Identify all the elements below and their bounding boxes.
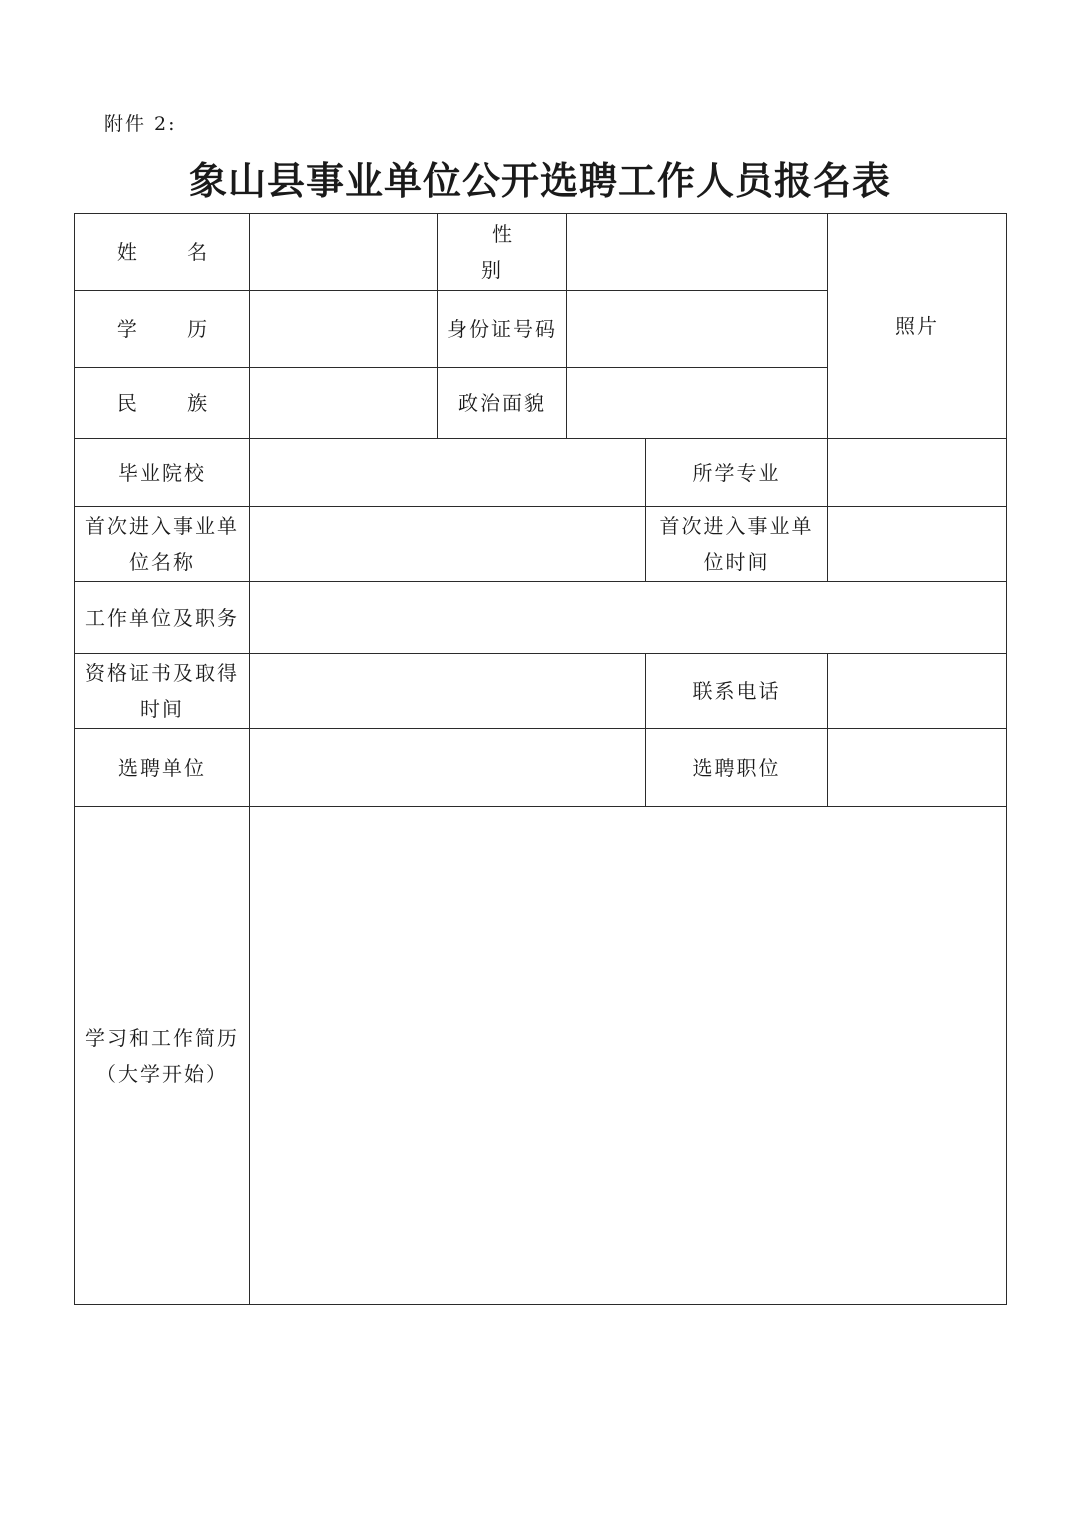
attachment-label: 附件 2:: [104, 113, 177, 135]
form-row: [75, 654, 1007, 729]
education-field[interactable]: [250, 291, 438, 368]
school-label: 毕业院校: [118, 460, 206, 485]
first-unit-time-field[interactable]: [828, 507, 1007, 582]
gender-label-cell: [438, 214, 567, 291]
apply-unit-label: 选聘单位: [118, 755, 206, 780]
photo-label: 照片: [895, 314, 939, 338]
id-number-label-cell: [438, 291, 567, 368]
major-label: 所学专业: [692, 460, 781, 485]
ethnicity-label: 民 族: [116, 391, 230, 415]
apply-unit-field[interactable]: [250, 729, 646, 807]
first-unit-name-field[interactable]: [250, 507, 646, 582]
form-row: [75, 807, 1007, 1305]
name-label: 姓 名: [116, 240, 230, 264]
political-status-label: 政治面貌: [458, 391, 546, 415]
form-row: [75, 729, 1007, 807]
current-unit-label-cell: [75, 582, 250, 654]
registration-form-table: [74, 213, 1007, 1305]
photo-cell[interactable]: [828, 214, 1007, 439]
phone-label-cell: [646, 654, 828, 729]
school-label-cell: [75, 439, 250, 507]
apply-position-label-cell: [646, 729, 828, 807]
name-label-cell: [75, 214, 250, 291]
first-unit-name-label: 首次进入事业单位名称: [85, 514, 239, 574]
major-label-cell: [646, 439, 828, 507]
current-unit-label: 工作单位及职务: [85, 605, 239, 630]
certificate-label-cell: [75, 654, 250, 729]
phone-label: 联系电话: [692, 679, 781, 703]
gender-field[interactable]: [567, 214, 828, 291]
id-number-field[interactable]: [567, 291, 828, 368]
form-row: [75, 582, 1007, 654]
education-label-cell: [75, 291, 250, 368]
phone-field[interactable]: [828, 654, 1007, 729]
gender-label: 性 别: [481, 222, 534, 282]
major-field[interactable]: [828, 439, 1007, 507]
resume-field[interactable]: [250, 807, 1007, 1305]
resume-label-cell: [75, 807, 250, 1305]
apply-unit-label-cell: [75, 729, 250, 807]
name-field[interactable]: [250, 214, 438, 291]
education-label: 学 历: [116, 317, 230, 341]
political-status-field[interactable]: [567, 368, 828, 439]
resume-label: 学习和工作简历（大学开始）: [85, 1025, 239, 1086]
first-unit-name-label-cell: [75, 507, 250, 582]
certificate-field[interactable]: [250, 654, 646, 729]
apply-position-label: 选聘职位: [692, 755, 781, 780]
form-row: [75, 214, 1007, 291]
political-status-label-cell: [438, 368, 567, 439]
current-unit-field[interactable]: [250, 582, 1007, 654]
certificate-label: 资格证书及取得时间: [85, 661, 239, 721]
ethnicity-label-cell: [75, 368, 250, 439]
form-row: [75, 507, 1007, 582]
first-unit-time-label-cell: [646, 507, 828, 582]
school-field[interactable]: [250, 439, 646, 507]
apply-position-field[interactable]: [828, 729, 1007, 807]
first-unit-time-label: 首次进入事业单位时间: [659, 514, 814, 574]
form-row: [75, 439, 1007, 507]
ethnicity-field[interactable]: [250, 368, 438, 439]
id-number-label: 身份证号码: [447, 317, 557, 341]
page-title: 象山县事业单位公开选聘工作人员报名表: [188, 159, 891, 203]
